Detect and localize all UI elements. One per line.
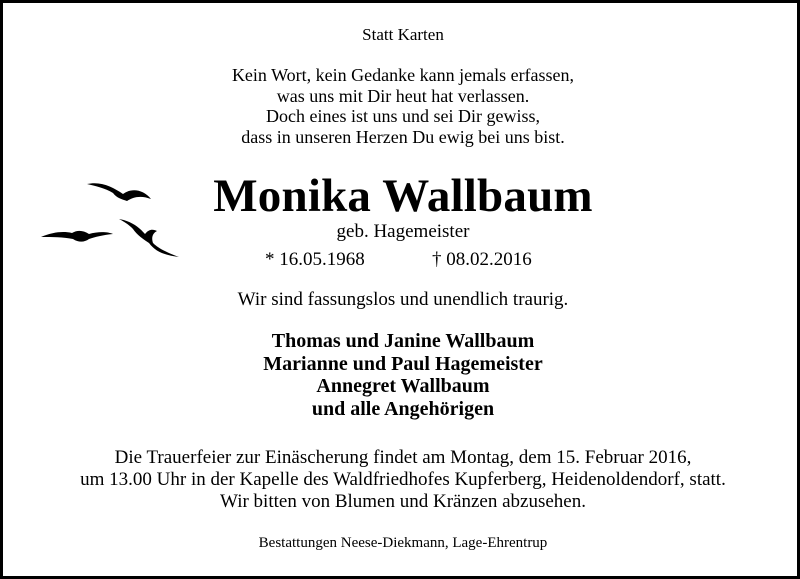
mourner-line: Marianne und Paul Hagemeister <box>263 352 543 375</box>
death-date: † 08.02.2016 <box>432 249 532 270</box>
poem <box>3 65 800 147</box>
poem-line: Doch eines ist uns und sei Dir gewiss, <box>266 106 540 126</box>
service-line: Die Trauerfeier zur Einäscherung findet am Montag, dem 15. Februar 2016, <box>114 447 692 468</box>
service-line: Wir bitten von Blumen und Kränzen abzusehen. <box>220 491 586 512</box>
mourners-list <box>3 330 800 420</box>
intro-text: Statt Karten <box>362 25 444 44</box>
mourner-line: und alle Angehörigen <box>311 397 495 420</box>
grief-statement: Wir sind fassungslos und unendlich traurig. <box>237 289 569 310</box>
service-line: um 13.00 Uhr in der Kapelle des Waldfriedhofes Kupferberg, Heidenoldendorf, statt. <box>80 469 726 490</box>
deceased-name: Monika Wallbaum <box>213 170 593 222</box>
mourner-line: Thomas und Janine Wallbaum <box>271 330 535 352</box>
service-info <box>3 447 800 513</box>
poem-line: was uns mit Dir heut hat verlassen. <box>276 85 530 106</box>
born-name: geb. Hagemeister <box>336 221 470 242</box>
mourner-line: Annegret Wallbaum <box>316 375 490 397</box>
undertaker-credit: Bestattungen Neese-Diekmann, Lage-Ehrentrup <box>258 535 548 551</box>
birth-date: * 16.05.1968 <box>265 249 365 270</box>
poem-line: Kein Wort, kein Gedanke kann jemals erfassen, <box>231 65 575 85</box>
poem-line: dass in unseren Herzen Du ewig bei uns bist. <box>241 126 565 147</box>
